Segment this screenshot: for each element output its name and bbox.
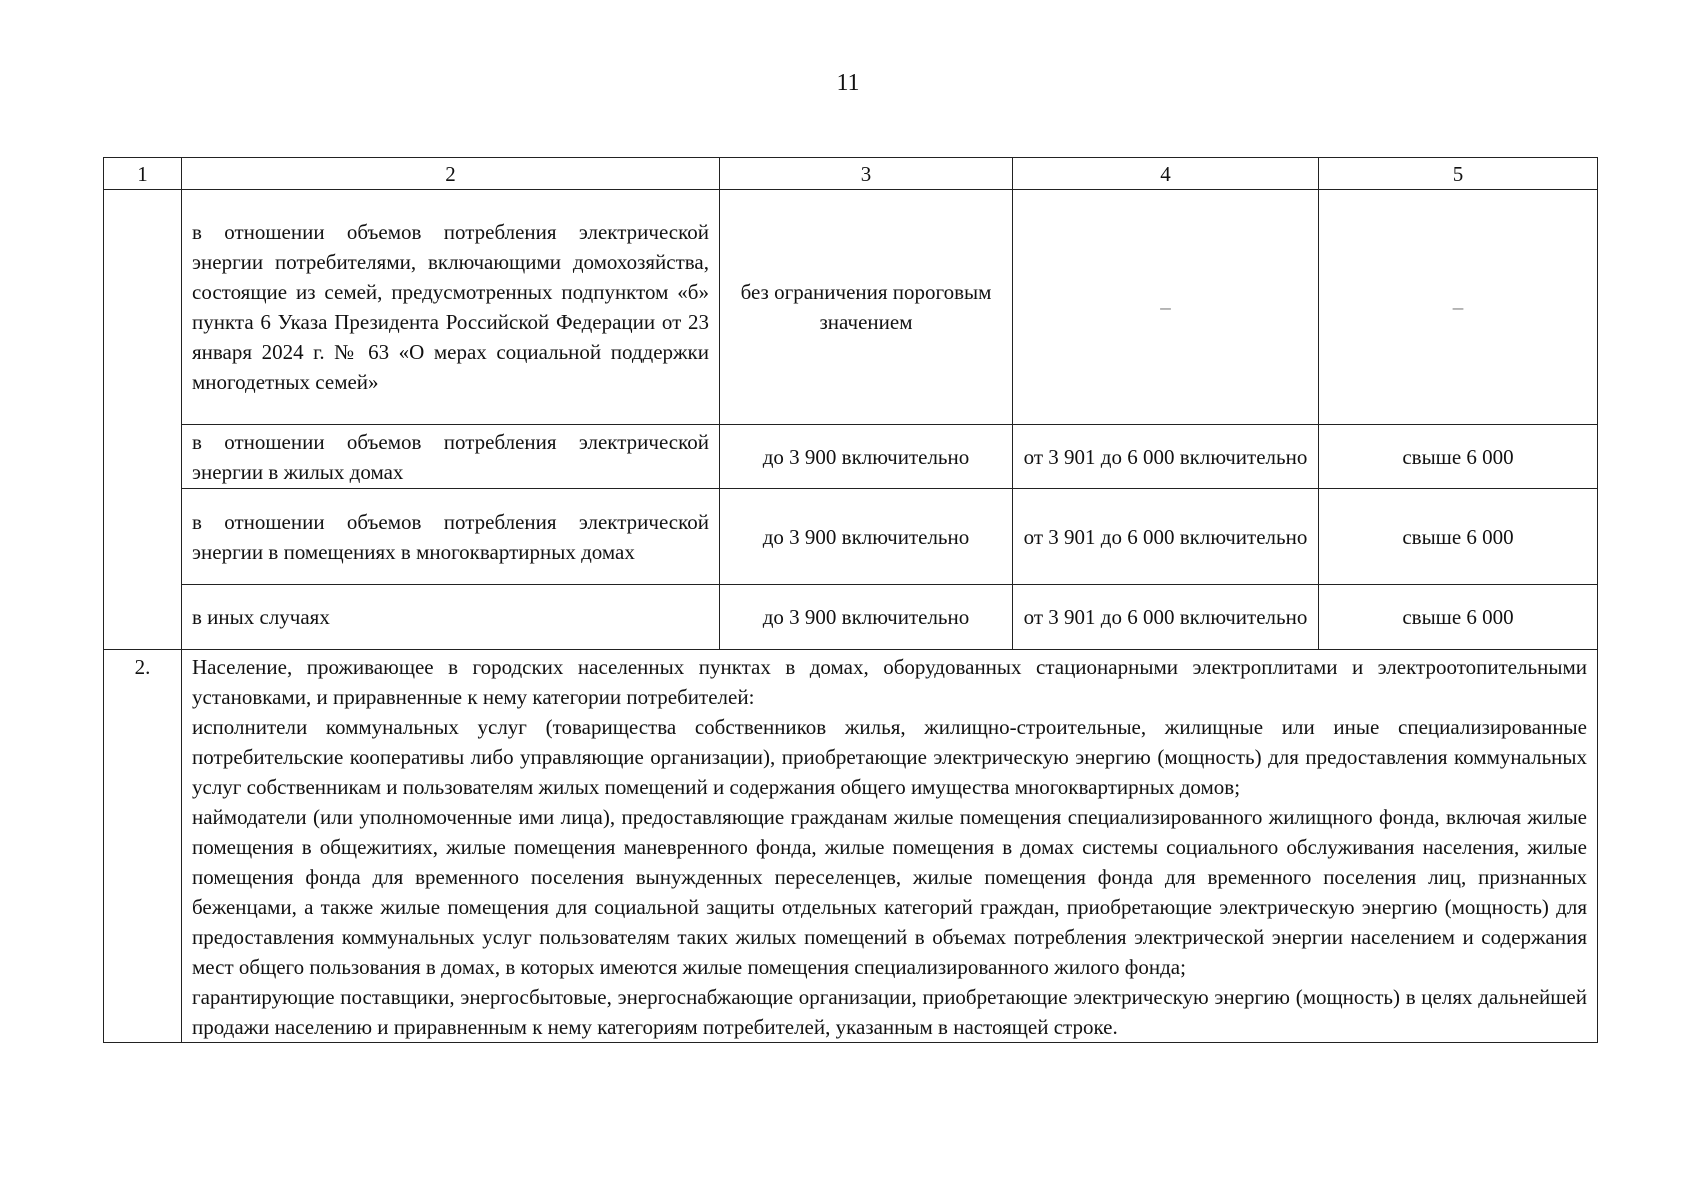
header-cell-1: 1 <box>104 158 182 190</box>
row-threshold-3: свыше 6 000 <box>1319 425 1598 489</box>
table-row <box>104 190 1598 425</box>
section-2-paragraph: исполнители коммунальных услуг (товарищества собственников жилья, жилищно-строительные, жилищные или иные специализированные потребительские кооперативы либо управляющие организации), приобретающие электрическую энергию (мощность) для предоставления коммунальных услуг собственникам и пользователям жилых помещений и содержания общего имущества многоквартирных домов; <box>192 715 1587 799</box>
table-row-section-2 <box>104 650 1598 1043</box>
row-number-cell: 2. <box>104 650 182 1043</box>
row-description: в отношении объемов потребления электрической энергии в жилых домах <box>182 425 720 489</box>
header-cell-2: 2 <box>182 158 720 190</box>
row-threshold-1: без ограничения пороговым значением <box>720 190 1013 425</box>
row-threshold-2: от 3 901 до 6 000 включительно <box>1013 425 1319 489</box>
table-header-row <box>104 158 1598 190</box>
page-number: 11 <box>836 70 860 96</box>
header-cell-4: 4 <box>1013 158 1319 190</box>
dash-value: – <box>1160 295 1171 319</box>
row-threshold-1: до 3 900 включительно <box>720 585 1013 650</box>
tariff-table <box>103 157 1598 1043</box>
row-threshold-3: свыше 6 000 <box>1319 489 1598 585</box>
section-2-paragraph: гарантирующие поставщики, энергосбытовые, энергоснабжающие организации, приобретающие электрическую энергию (мощность) в целях дальнейшей продажи населению и приравненным к нему категориям потребителей, указанным в настоящей строке. <box>192 985 1587 1039</box>
row-threshold-3 <box>1319 190 1598 425</box>
row-threshold-2: от 3 901 до 6 000 включительно <box>1013 489 1319 585</box>
row-description: в иных случаях <box>182 585 720 650</box>
row-threshold-3: свыше 6 000 <box>1319 585 1598 650</box>
header-cell-3: 3 <box>720 158 1013 190</box>
dash-value: – <box>1452 295 1464 319</box>
row-threshold-2: от 3 901 до 6 000 включительно <box>1013 585 1319 650</box>
section-2-text <box>182 650 1598 1043</box>
row-threshold-2 <box>1013 190 1319 425</box>
row-description: в отношении объемов потребления электрической энергии в помещениях в многоквартирных домах <box>182 489 720 585</box>
row-threshold-1: до 3 900 включительно <box>720 425 1013 489</box>
table-row <box>104 585 1598 650</box>
section-2-paragraph: наймодатели (или уполномоченные ими лица), предоставляющие гражданам жилые помещения специализированного жилищного фонда, включая жилые помещения в общежитиях, жилые помещения маневренного фонда, жилые помещения в домах системы социального обслуживания населения, жилые помещения фонда для временного поселения вынужденных переселенцев, жилые помещения фонда для временного поселения лиц, признанных беженцами, а также жилые помещения для социальной защиты отдельных категорий граждан, приобретающие электрическую энергию (мощность) для предоставления коммунальных услуг пользователям таких жилых помещений в объемах потребления электрической энергии населением и содержания мест общего пользования в домах, в которых имеются жилые помещения специализированного жилого фонда; <box>192 805 1587 979</box>
header-cell-5: 5 <box>1319 158 1598 190</box>
table-row <box>104 425 1598 489</box>
row-description: в отношении объемов потребления электрической энергии потребителями, включающими домохозяйства, состоящие из семей, предусмотренных подпунктом «б» пункта 6 Указа Президента Российской Федерации от 23 января 2024 г. № 63 «О мерах социальной поддержки многодетных семей» <box>182 190 720 425</box>
row-number-cell <box>104 190 182 650</box>
table-row <box>104 489 1598 585</box>
section-2-paragraph: Население, проживающее в городских населенных пунктах в домах, оборудованных стационарными электроплитами и электроотопительными установками, и приравненные к нему категории потребителей: <box>192 655 1587 709</box>
row-threshold-1: до 3 900 включительно <box>720 489 1013 585</box>
